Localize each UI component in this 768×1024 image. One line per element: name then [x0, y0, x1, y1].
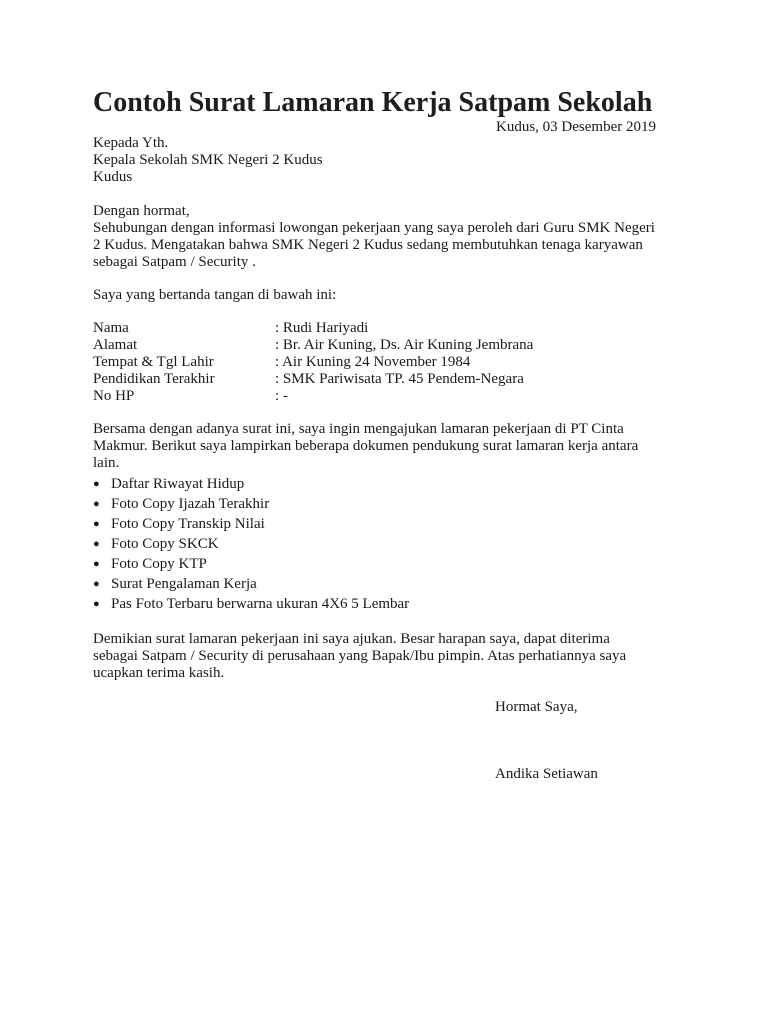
list-item [93, 554, 409, 574]
signoff: Hormat Saya, [495, 699, 578, 715]
field-value: : Air Kuning 24 November 1984 [275, 354, 471, 370]
recipient-line: Kudus [93, 169, 133, 185]
field-row-nohp [93, 388, 533, 405]
applicant-fields [93, 320, 533, 405]
bullet-icon: ● [93, 598, 100, 610]
list-item-label: Daftar Riwayat Hidup [111, 476, 245, 492]
list-item [93, 534, 409, 554]
recipient-line: Kepada Yth. [93, 135, 169, 151]
paragraph-line: ucapkan terima kasih. [93, 665, 225, 681]
paragraph-line: 2 Kudus. Mengatakan bahwa SMK Negeri 2 Kudus sedang membutuhkan tenaga karyawan [93, 237, 643, 253]
paragraph-line: Sehubungan dengan informasi lowongan pekerjaan yang saya peroleh dari Guru SMK Negeri [93, 220, 655, 236]
field-row-pendidikan [93, 371, 533, 388]
field-value: : - [275, 388, 288, 404]
field-label: Tempat & Tgl Lahir [93, 354, 214, 370]
list-item [93, 514, 409, 534]
page-title: Contoh Surat Lamaran Kerja Satpam Sekolah [93, 87, 653, 118]
bullet-icon: ● [93, 578, 100, 590]
list-item-label: Pas Foto Terbaru berwarna ukuran 4X6 5 Lembar [111, 596, 410, 612]
list-item-label: Foto Copy Transkip Nilai [111, 516, 265, 532]
field-value: : Rudi Hariyadi [275, 320, 369, 336]
letter-date: Kudus, 03 Desember 2019 [496, 119, 656, 135]
list-item-label: Foto Copy KTP [111, 556, 207, 572]
list-item [93, 574, 409, 594]
paragraph-line: lain. [93, 455, 120, 471]
signer-name: Andika Setiawan [495, 766, 598, 782]
paragraph-line: Demikian surat lamaran pekerjaan ini saya ajukan. Besar harapan saya, dapat diterima [93, 631, 610, 647]
bullet-icon: ● [93, 538, 100, 550]
paragraph-line: sebagai Satpam / Security di perusahaan yang Bapak/Ibu pimpin. Atas perhatiannya saya [93, 648, 627, 664]
bullet-icon: ● [93, 498, 100, 510]
field-row-alamat [93, 337, 533, 354]
field-value: : Br. Air Kuning, Ds. Air Kuning Jembrana [275, 337, 534, 353]
recipient-address [93, 135, 323, 186]
list-item-label: Surat Pengalaman Kerja [111, 576, 257, 592]
field-row-nama [93, 320, 533, 337]
field-label: Nama [93, 320, 129, 336]
closing-paragraph [93, 631, 626, 682]
greeting: Dengan hormat, [93, 203, 190, 219]
bullet-icon: ● [93, 558, 100, 570]
field-label: Pendidikan Terakhir [93, 371, 215, 387]
bullet-icon: ● [93, 518, 100, 530]
list-item [93, 474, 409, 494]
recipient-line: Kepala Sekolah SMK Negeri 2 Kudus [93, 152, 323, 168]
field-row-ttl [93, 354, 533, 371]
field-label: Alamat [93, 337, 138, 353]
paragraph-line: Makmur. Berikut saya lampirkan beberapa dokumen pendukung surat lamaran kerja antara [93, 438, 639, 454]
field-label: No HP [93, 388, 135, 404]
list-item-label: Foto Copy SKCK [111, 536, 219, 552]
list-item [93, 594, 409, 614]
opening-paragraph [93, 203, 655, 271]
document-list [93, 474, 409, 614]
bullet-icon: ● [93, 478, 100, 490]
body-paragraph [93, 421, 638, 472]
paragraph-line: Bersama dengan adanya surat ini, saya ingin mengajukan lamaran pekerjaan di PT Cinta [93, 421, 624, 437]
paragraph-line: sebagai Satpam / Security . [93, 254, 256, 270]
intro-line: Saya yang bertanda tangan di bawah ini: [93, 287, 337, 303]
list-item-label: Foto Copy Ijazah Terakhir [111, 496, 270, 512]
field-value: : SMK Pariwisata TP. 45 Pendem-Negara [275, 371, 524, 387]
list-item [93, 494, 409, 514]
